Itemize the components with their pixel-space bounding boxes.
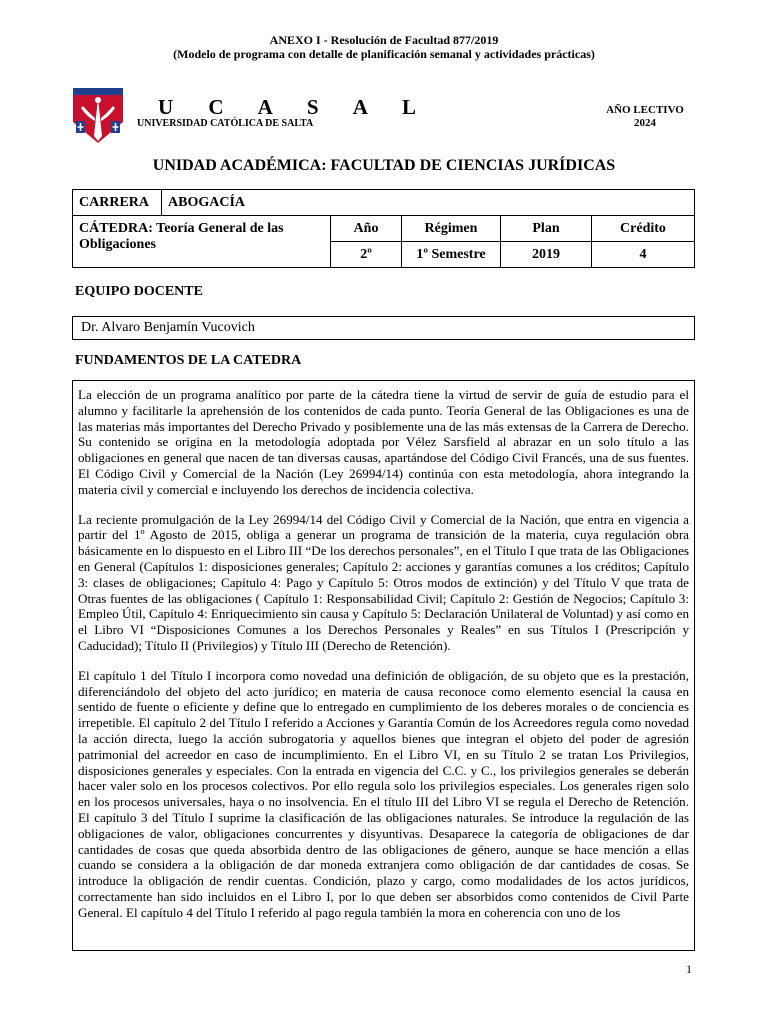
annex-subtitle: (Modelo de programa con detalle de planificación semanal y actividades prácticas) [173, 47, 595, 61]
fundamentos-paragraph: La elección de un programa analítico por parte de la cátedra tiene la virtud de servir de guía de estudio para el alumno y facilitarle la aprehensión de los contenidos de cada punto. Teoría General de las Obligaciones es una de las materias más importantes del Derecho Privado y posiblemente una de las más extensas de la Carrera de Derecho. Su contenido se origina en la metodología adoptada por Vélez Sarsfield al abrazar en un solo título a las obligaciones en general que nacen de tan diversas causas, apartándose del Código Civil Francés, una de sus fuentes. El Código Civil y Comercial de la Nación (Ley 26994/14) continúa con esta metodología, ahora integrando la materia civil y comercial e incluyendo los derechos de incidencia colectiva. [78, 387, 689, 497]
header-credito: Crédito [592, 216, 695, 242]
table-row [73, 216, 695, 242]
value-plan: 2019 [501, 242, 592, 268]
fundamentos-paragraph: El capítulo 1 del Título I incorpora como novedad una definición de obligación, de su objeto que es la prestación, diferenciándolo del objeto del acto jurídico; en materia de causa reconoce como elemento esencial la causa en sentido de fuente o eficiente y define que lo entregado en cumplimiento de los deberes morales o de conciencia es irrepetible. El capítulo 2 del Título I referido a Acciones y Garantía Común de los Acreedores regula como novedad la acción directa, luego la acción subrogatoria y aquellos bienes que integran el objeto del poder de agresión patrimonial del acreedor en caso de incumplimiento. En el Libro VI, en su Título 2 se tratan Los Privilegios, disposiciones generales y especiales. Con la entrada en vigencia del C.C. y C., los privilegios generales se deberán hacer valer solo en los procesos colectivos. Por ello regula solo los privilegios especiales. Los generales rigen solo en los procesos universales, haya o no insolvencia. En el título III del Libro VI se regula el Derecho de Retención. El capítulo 3 del Título I suprime la clasificación de las obligaciones naturales. Se introduce la regulación de las obligaciones de valor, obligaciones concurrentes y disyuntivas. Desaparece la categoría de obligaciones de dar cantidades de cosas que queda absorbida dentro de las obligaciones de género, aunque se hace mención a ellas cuando se considera a la obligación de dar moneda extranjera como obligación de dar cantidades de cosas. Se introduce la obligación de rendir cuentas. Condición, plazo y cargo, como modalidades de los actos jurídicos, correctamente han sido incluidos en el Libro I, por lo que deben ser absorbidos como contenidos de Civil Parte General. El capítulo 4 del Título I referido al pago regula también la mora en coherencia con uno de los [78, 667, 689, 920]
value-regimen: 1º Semestre [402, 242, 501, 268]
value-anio: 2º [331, 242, 402, 268]
carrera-value: ABOGACÍA [162, 190, 695, 216]
header-regimen: Régimen [402, 216, 501, 242]
value-credito: 4 [592, 242, 695, 268]
course-info-table [72, 189, 695, 268]
equipo-docente-box [72, 316, 695, 340]
academic-year [600, 104, 690, 130]
header-anio: Año [331, 216, 402, 242]
equipo-docente-heading: EQUIPO DOCENTE [75, 284, 203, 299]
carrera-label: CARRERA [73, 190, 162, 216]
table-row [73, 190, 695, 216]
header-plan: Plan [501, 216, 592, 242]
academic-unit-title: UNIDAD ACADÉMICA: FACULTAD DE CIENCIAS JURÍDICAS [152, 157, 616, 174]
page-number: 1 [686, 962, 692, 976]
docente-name: Dr. Alvaro Benjamín Vucovich [81, 320, 255, 335]
fundamentos-box [72, 380, 695, 951]
academic-year-value: 2024 [634, 117, 656, 129]
annex-title: ANEXO I - Resolución de Facultad 877/2019 [269, 33, 499, 47]
academic-year-label: AÑO LECTIVO [606, 104, 684, 116]
ucasal-crest-icon [73, 88, 123, 143]
fundamentos-heading: FUNDAMENTOS DE LA CATEDRA [75, 353, 302, 368]
catedra-name: CÁTEDRA: Teoría General de las Obligaciones [73, 216, 331, 268]
fundamentos-paragraph: La reciente promulgación de la Ley 26994/14 del Código Civil y Comercial de la Nación, que entra en vigencia a partir del 1º Agosto de 2015, obliga a generar un programa de transición de la materia, cuya regulación obra básicamente en lo dispuesto en el Libro III “De los derechos personales”, en el Título I que trata de las Obligaciones en General (Capítulos 1: disposiciones generales; Capítulo 2: acciones y garantías comunes a los créditos; Capítulo 3: clases de obligaciones; Capítulo 4: Pago y Capítulo 5: Otros modos de extinción) y del Título V que trata de Otras fuentes de las obligaciones ( Capítulo 1: Responsabilidad Civil; Capítulo 2: Gestión de Negocios; Capítulo 3: Empleo Útil, Capítulo 4: Enriquecimiento sin causa y Capítulo 5: Declaración Unilateral de Voluntad) y así como en el Libro VI “Disposiciones Comunes a los Derechos Personales y Reales” en sus Títulos I (Prescripción y Caducidad); Título II (Privilegios) y Título III (Derecho de Retención). [78, 511, 689, 653]
brand-name: U C A S A L [158, 95, 431, 119]
brand-subtitle: UNIVERSIDAD CATÓLICA DE SALTA [137, 118, 314, 129]
